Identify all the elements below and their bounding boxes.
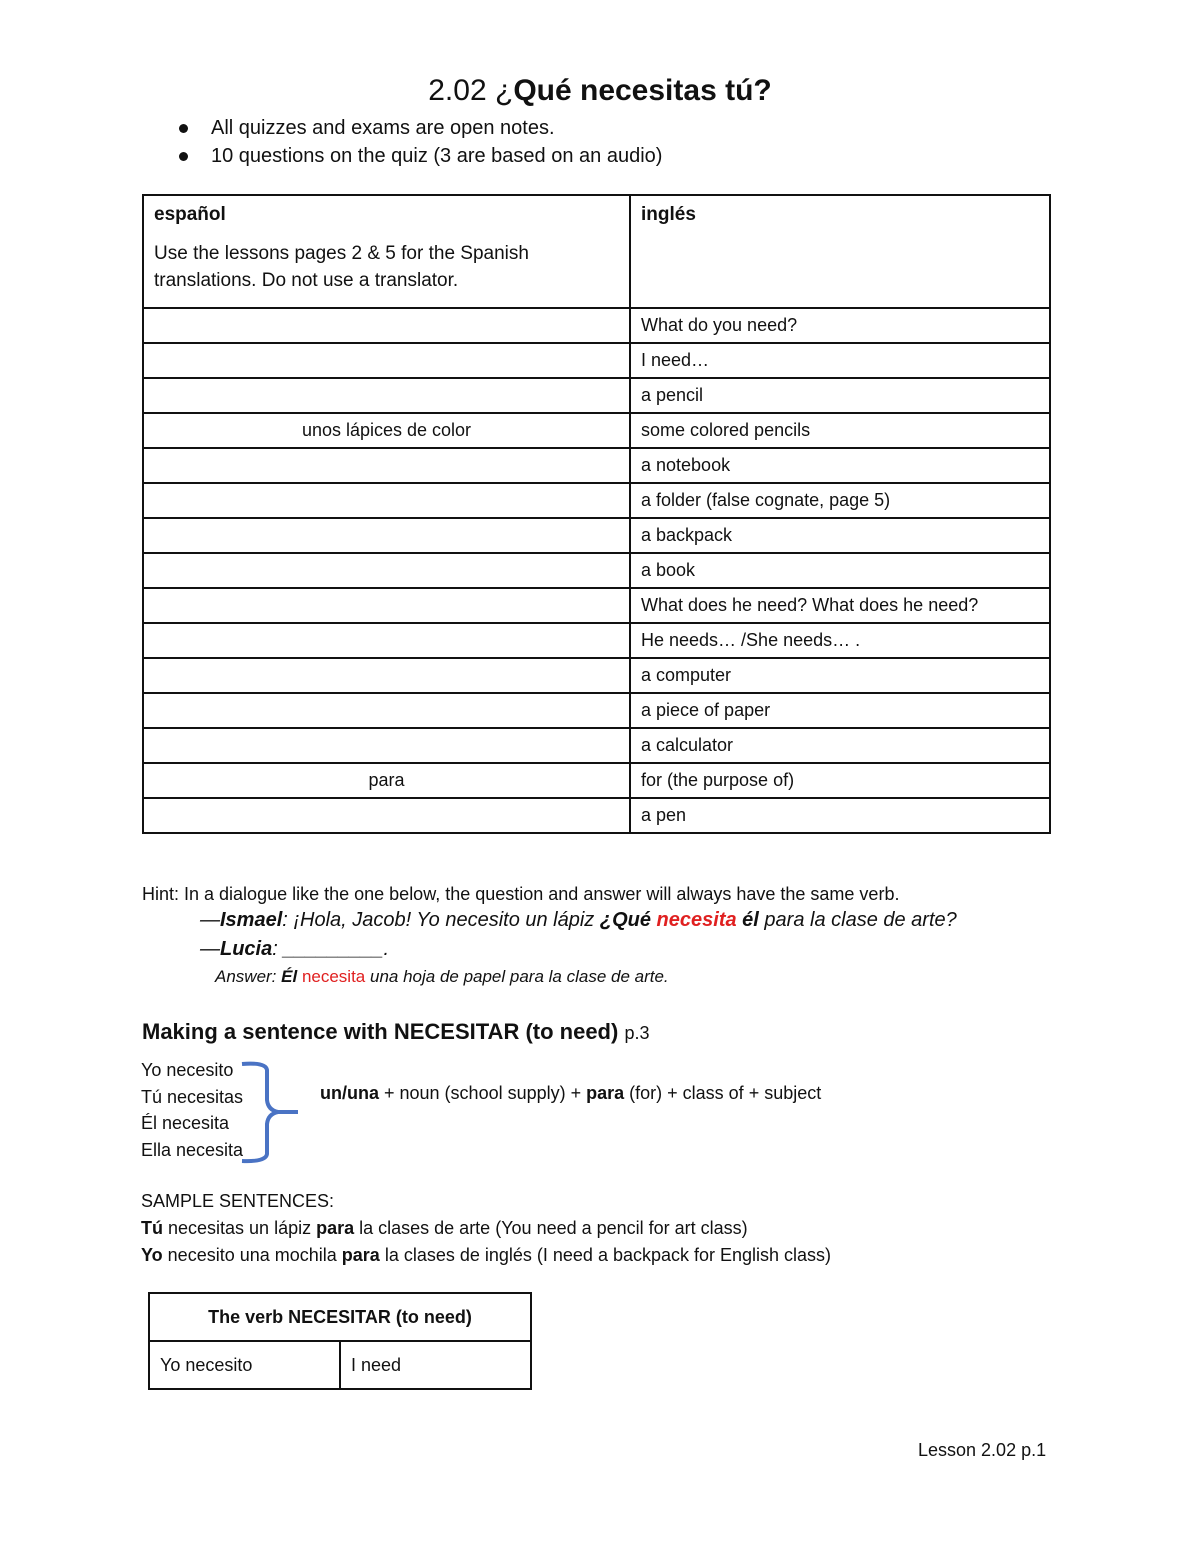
spanish-cell[interactable] xyxy=(143,798,630,833)
dialogue-line-ismael: —Ismael: ¡Hola, Jacob! Yo necesito un lápiz ¿Qué necesita él para la clase de arte? xyxy=(200,909,957,931)
english-header-cell xyxy=(630,195,1050,308)
verb-meaning-cell: I need xyxy=(340,1341,531,1389)
spanish-cell[interactable] xyxy=(143,308,630,343)
spanish-cell[interactable] xyxy=(143,378,630,413)
table-row xyxy=(143,448,1050,483)
dialogue-line-lucia: —Lucia: _________. xyxy=(200,938,390,960)
table-row xyxy=(149,1341,531,1389)
table-row xyxy=(143,483,1050,518)
curly-brace-icon xyxy=(240,1060,310,1165)
english-cell: some colored pencils xyxy=(630,413,1050,448)
english-cell: a piece of paper xyxy=(630,693,1050,728)
verb-form-cell: Yo necesito xyxy=(149,1341,340,1389)
spanish-cell[interactable] xyxy=(143,693,630,728)
table-row xyxy=(143,658,1050,693)
table-row xyxy=(143,588,1050,623)
list-item: 10 questions on the quiz (3 are based on an audio) xyxy=(175,142,662,170)
section-heading: Making a sentence with NECESITAR (to need) p.3 xyxy=(142,1019,650,1044)
english-cell: a backpack xyxy=(630,518,1050,553)
list-item: Yo necesito xyxy=(141,1060,234,1080)
spanish-cell: unos lápices de color xyxy=(143,413,630,448)
table-row xyxy=(143,623,1050,658)
spanish-header-cell xyxy=(143,195,630,308)
list-item: All quizzes and exams are open notes. xyxy=(175,114,662,142)
spanish-header: español xyxy=(154,204,226,225)
table-row xyxy=(143,728,1050,763)
table-row xyxy=(143,518,1050,553)
list-item: Tú necesitas xyxy=(141,1086,244,1107)
english-cell: a pencil xyxy=(630,378,1050,413)
instruction-text: Use the lessons pages 2 & 5 for the Spanish translations. Do not use a translator. xyxy=(154,243,529,291)
spanish-cell: para xyxy=(143,763,630,798)
table-row xyxy=(143,308,1050,343)
table-row xyxy=(143,413,1050,448)
verb-table-header: The verb NECESITAR (to need) xyxy=(149,1293,531,1341)
english-cell: He needs… /She needs… . xyxy=(630,623,1050,658)
table-row xyxy=(143,763,1050,798)
vocabulary-table xyxy=(142,194,1051,834)
hint-text: Hint: In a dialogue like the one below, the question and answer will always have the same verb. xyxy=(142,884,900,904)
english-cell: What does he need? What does he need? xyxy=(630,588,1050,623)
sample-sentences xyxy=(141,1188,831,1269)
sample-sentence: Yo necesito una mochila para la clases de inglés (I need a backpack for English class) xyxy=(141,1245,832,1265)
spanish-cell[interactable] xyxy=(143,588,630,623)
spanish-cell[interactable] xyxy=(143,553,630,588)
english-cell: a book xyxy=(630,553,1050,588)
table-row xyxy=(143,343,1050,378)
spanish-cell[interactable] xyxy=(143,728,630,763)
table-row xyxy=(143,378,1050,413)
spanish-cell[interactable] xyxy=(143,483,630,518)
english-cell: a folder (false cognate, page 5) xyxy=(630,483,1050,518)
spanish-cell[interactable] xyxy=(143,448,630,483)
table-row xyxy=(143,693,1050,728)
english-cell: a notebook xyxy=(630,448,1050,483)
english-header: inglés xyxy=(641,204,696,225)
notes-list xyxy=(175,114,662,170)
list-item: Ella necesita xyxy=(141,1139,244,1160)
page-title: 2.02 ¿Qué necesitas tú? xyxy=(428,74,772,107)
samples-label: SAMPLE SENTENCES: xyxy=(141,1191,335,1211)
table-row xyxy=(143,553,1050,588)
verb-table xyxy=(148,1292,532,1390)
page-footer: Lesson 2.02 p.1 xyxy=(918,1440,1047,1460)
list-item: Él necesita xyxy=(141,1113,230,1133)
spanish-cell[interactable] xyxy=(143,343,630,378)
english-cell: a calculator xyxy=(630,728,1050,763)
english-cell: a computer xyxy=(630,658,1050,693)
sample-sentence: Tú necesitas un lápiz para la clases de arte (You need a pencil for art class) xyxy=(141,1218,748,1238)
english-cell: a pen xyxy=(630,798,1050,833)
sentence-formula: un/una + noun (school supply) + para (for) + class of + subject xyxy=(320,1083,822,1103)
english-cell: for (the purpose of) xyxy=(630,763,1050,798)
spanish-cell[interactable] xyxy=(143,658,630,693)
spanish-cell[interactable] xyxy=(143,518,630,553)
spanish-cell[interactable] xyxy=(143,623,630,658)
answer-line: Answer: Él necesita una hoja de papel para la clase de arte. xyxy=(215,967,669,986)
conjugation-list xyxy=(141,1057,243,1163)
english-cell: What do you need? xyxy=(630,308,1050,343)
table-row xyxy=(143,798,1050,833)
english-cell: I need… xyxy=(630,343,1050,378)
